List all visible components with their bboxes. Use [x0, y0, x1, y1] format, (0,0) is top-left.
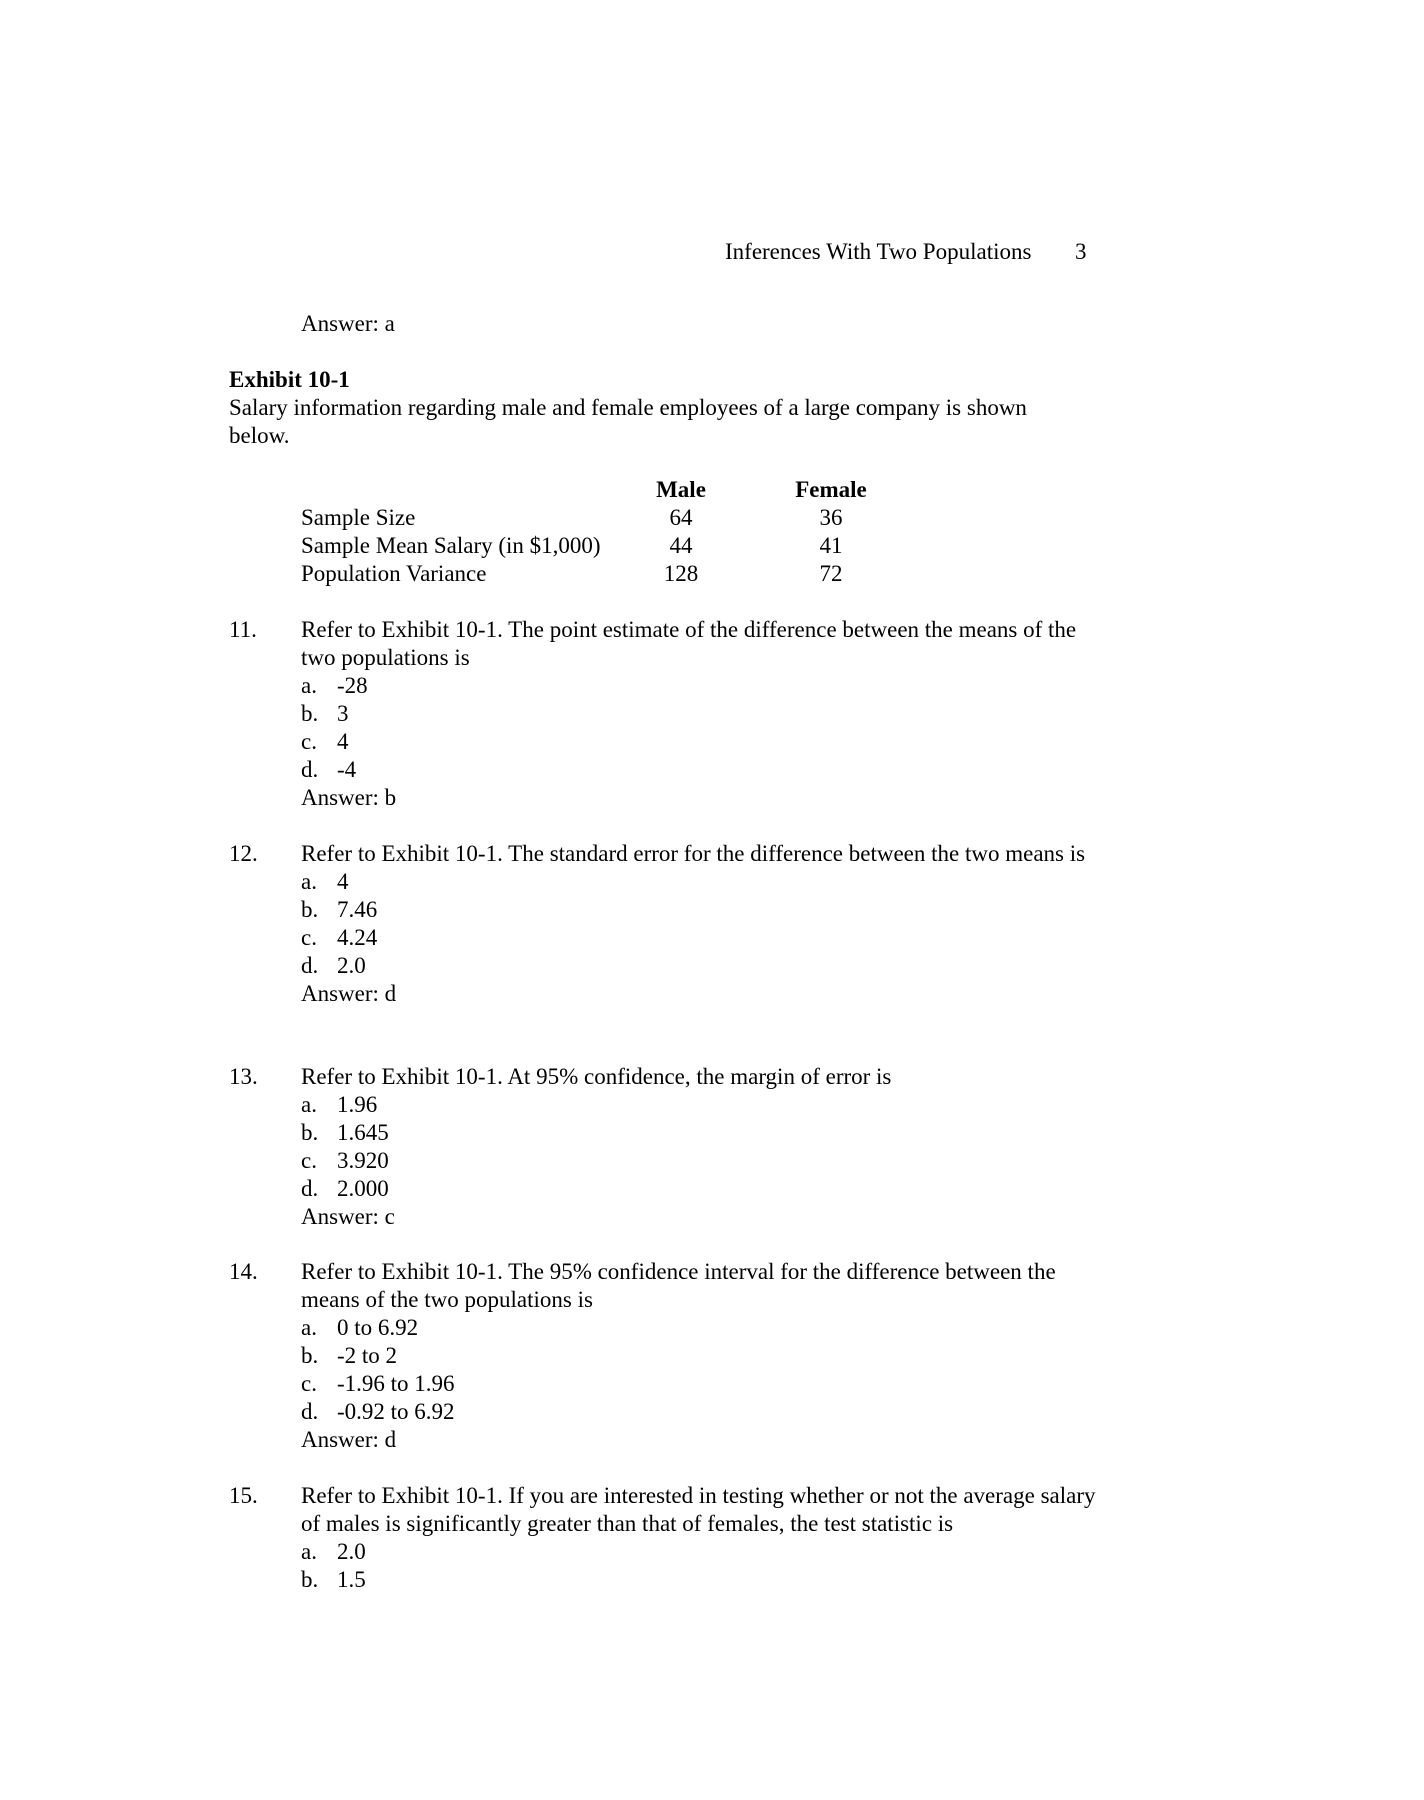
question-body	[301, 1258, 1101, 1454]
table-header-row	[301, 476, 921, 504]
male-value: 64	[669, 505, 693, 530]
male-value: 44	[669, 533, 693, 558]
row-label: Sample Mean Salary (in $1,000)	[301, 533, 601, 558]
row-label: Population Variance	[301, 561, 487, 586]
exhibit-block	[229, 366, 1089, 450]
option-c	[301, 1147, 1101, 1175]
answer-line: Answer: c	[301, 1204, 395, 1229]
option-letter: c.	[301, 729, 317, 754]
table-row	[301, 504, 921, 532]
question-number: 11.	[229, 617, 257, 642]
exhibit-title: Exhibit 10-1	[229, 367, 350, 392]
option-text: 0 to 6.92	[337, 1315, 419, 1340]
option-letter: b.	[301, 897, 319, 922]
option-letter: d.	[301, 1176, 319, 1201]
option-text: 4	[337, 729, 349, 754]
option-a	[301, 672, 1101, 700]
option-letter: c.	[301, 925, 317, 950]
option-text: -2 to 2	[337, 1343, 398, 1368]
option-d	[301, 1175, 1101, 1203]
option-letter: d.	[301, 1399, 319, 1424]
option-b	[301, 1342, 1101, 1370]
option-text: -28	[337, 673, 368, 698]
running-header	[725, 238, 1095, 266]
option-text: 2.000	[337, 1176, 389, 1201]
salary-table	[301, 476, 921, 588]
option-letter: b.	[301, 1567, 319, 1592]
option-letter: a.	[301, 673, 317, 698]
option-letter: a.	[301, 1092, 317, 1117]
question-stem: Refer to Exhibit 10-1. The 95% confidence interval for the difference between the means of the two populations is	[301, 1259, 1056, 1312]
option-text: 4.24	[337, 925, 378, 950]
question-stem: Refer to Exhibit 10-1. The standard error for the difference between the two means is	[301, 841, 1086, 866]
option-text: -0.92 to 6.92	[337, 1399, 455, 1424]
option-text: 2.0	[337, 953, 366, 978]
female-value: 36	[819, 505, 843, 530]
answer-line: Answer: b	[301, 785, 397, 810]
option-c	[301, 728, 1101, 756]
answer-line: Answer: d	[301, 1427, 397, 1452]
female-value: 41	[819, 533, 843, 558]
female-value: 72	[819, 561, 843, 586]
row-label: Sample Size	[301, 505, 416, 530]
option-letter: b.	[301, 1343, 319, 1368]
running-header-title: Inferences With Two Populations	[725, 239, 1032, 264]
table-row	[301, 560, 921, 588]
option-b	[301, 1119, 1101, 1147]
option-text: 2.0	[337, 1539, 366, 1564]
question-number: 13.	[229, 1064, 258, 1089]
option-text: 3.920	[337, 1148, 389, 1173]
option-text: 4	[337, 869, 349, 894]
option-letter: c.	[301, 1371, 317, 1396]
option-letter: b.	[301, 701, 319, 726]
question-body	[301, 840, 1101, 1008]
table-row	[301, 532, 921, 560]
question-body	[301, 1482, 1101, 1594]
option-d	[301, 756, 1101, 784]
answer-line: Answer: d	[301, 981, 397, 1006]
option-a	[301, 868, 1101, 896]
male-value: 128	[663, 561, 699, 586]
option-c	[301, 924, 1101, 952]
option-letter: d.	[301, 757, 319, 782]
option-b	[301, 896, 1101, 924]
option-text: 7.46	[337, 897, 378, 922]
option-text: 3	[337, 701, 349, 726]
option-a	[301, 1091, 1101, 1119]
option-text: 1.645	[337, 1120, 389, 1145]
option-letter: d.	[301, 953, 319, 978]
column-header-male: Male	[656, 477, 706, 502]
question-body	[301, 1063, 1101, 1231]
column-header-female: Female	[795, 477, 867, 502]
option-letter: b.	[301, 1120, 319, 1145]
option-c	[301, 1370, 1101, 1398]
exhibit-description: Salary information regarding male and female employees of a large company is shown below.	[229, 395, 1027, 448]
option-text: 1.96	[337, 1092, 378, 1117]
question-number: 12.	[229, 841, 258, 866]
option-b	[301, 1566, 1101, 1594]
option-b	[301, 700, 1101, 728]
option-text: -4	[337, 757, 357, 782]
option-a	[301, 1538, 1101, 1566]
previous-answer: Answer: a	[301, 311, 395, 336]
question-stem: Refer to Exhibit 10-1. At 95% confidence, the margin of error is	[301, 1064, 892, 1089]
question-body	[301, 616, 1101, 812]
option-letter: a.	[301, 1315, 317, 1340]
option-d	[301, 1398, 1101, 1426]
question-number: 14.	[229, 1259, 258, 1284]
option-text: -1.96 to 1.96	[337, 1371, 455, 1396]
option-letter: c.	[301, 1148, 317, 1173]
question-stem: Refer to Exhibit 10-1. If you are interested in testing whether or not the average salary of males is significantly greater than that of females, the test statistic is	[301, 1483, 1096, 1536]
option-a	[301, 1314, 1101, 1342]
option-letter: a.	[301, 869, 317, 894]
option-d	[301, 952, 1101, 980]
option-text: 1.5	[337, 1567, 366, 1592]
option-letter: a.	[301, 1539, 317, 1564]
question-number: 15.	[229, 1483, 258, 1508]
question-stem: Refer to Exhibit 10-1. The point estimate of the difference between the means of the two populations is	[301, 617, 1077, 670]
page-number: 3	[1075, 239, 1087, 264]
